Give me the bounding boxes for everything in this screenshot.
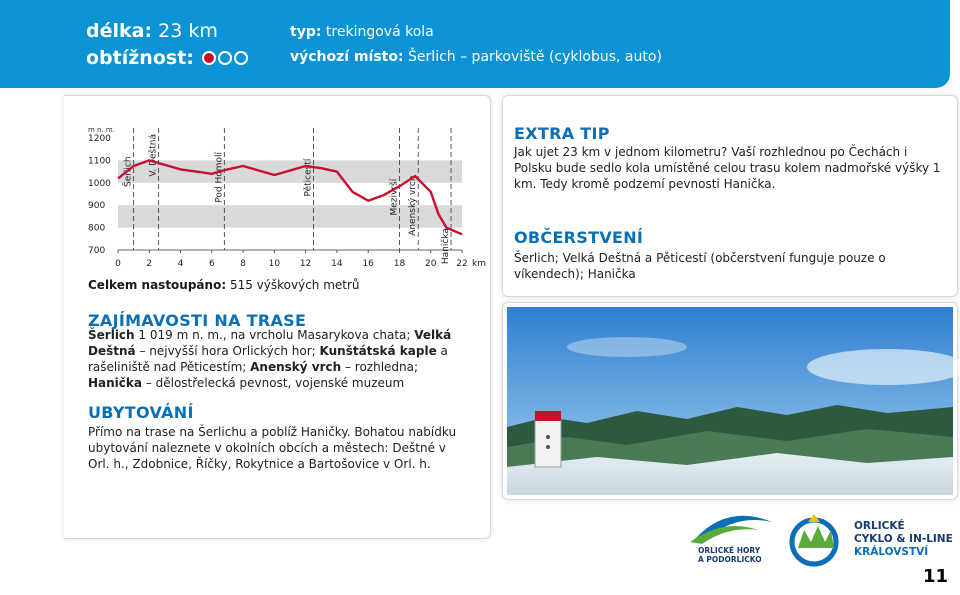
x-tick-label: 8	[240, 259, 246, 269]
landscape-photo	[507, 307, 953, 495]
x-tick-label: 14	[331, 259, 343, 269]
x-tick-label: 18	[393, 259, 406, 269]
sight-serlich-desc: 1 019 m n. m., na vrcholu Masarykova chata;	[134, 328, 415, 342]
place-label: Pod Homolí	[214, 151, 225, 203]
sight-velka-destna: Velká Deštná	[88, 328, 452, 358]
y-tick-label: 700	[88, 246, 106, 256]
x-tick-label: 20	[425, 259, 437, 269]
length-label: délka:	[86, 20, 153, 42]
start-value: Šerlich – parkoviště (cyklobus, auto)	[408, 49, 662, 65]
kralovstvi-logo-line3: KRÁLOVSTVÍ	[854, 546, 929, 558]
start-label: výchozí místo:	[290, 49, 404, 65]
orlicke-hory-logo-line1: ORLICKÉ HORY	[698, 546, 761, 555]
total-climb	[88, 278, 360, 292]
elevation-profile-chart	[82, 110, 486, 275]
route-header	[0, 0, 950, 88]
page-number: 11	[922, 566, 948, 587]
sights-text	[88, 327, 470, 391]
difficulty-label: obtížnost:	[86, 47, 194, 69]
sight-hanicka-desc: – dělostřelecká pevnost, vojenské muzeum	[142, 376, 405, 390]
difficulty-dots	[200, 47, 248, 69]
y-tick-label: 1000	[88, 178, 111, 189]
extra-tip-text: Jak ujet 23 km v jednom kilometru? Vaší rozhlednou po Čechách i Polsku bude sedlo kola umístěné celou trasu kolem nadmořské výšky 1 km. Tedy kromě podzemí pevnosti Hanička.	[514, 145, 941, 191]
sight-anensky-vrch-desc: – rozhledna;	[341, 360, 419, 374]
y-tick-label: 800	[88, 223, 106, 234]
sight-hanicka: Hanička	[88, 376, 142, 390]
kralovstvi-logo-line2: CYKLO & IN-LINE	[854, 533, 953, 545]
x-tick-label: 10	[268, 259, 281, 269]
y-tick-label: 1100	[88, 156, 111, 167]
x-tick-label: 16	[362, 259, 374, 269]
place-label: Hanička	[441, 228, 452, 265]
refreshments-title: OBČERSTVENÍ	[514, 228, 644, 247]
length-value: 23 km	[158, 20, 218, 42]
orlicke-hory-logo-text	[698, 546, 762, 564]
accommodation-text: Přímo na trase na Šerlichu a poblíž Haničky. Bohatou nabídku ubytování naleznete v okolních obcích a městech: Deštné v Orl. h., Zdobnice, Říčky, Rokytnice a Bartošovice v Orl. h.	[88, 425, 457, 471]
kralovstvi-logo-text	[854, 520, 953, 559]
extra-tip-title: EXTRA TIP	[514, 124, 610, 143]
difficulty-line	[86, 47, 248, 69]
photo-card	[502, 302, 958, 500]
place-label: V. Deštná	[148, 134, 159, 177]
x-axis-unit: km	[472, 259, 486, 269]
type-label: typ:	[290, 24, 322, 40]
sight-anensky-vrch: Anenský vrch	[250, 360, 342, 374]
total-climb-value: 515 výškových metrů	[229, 278, 360, 292]
refreshments-text: Šerlich; Velká Deštná a Pěticestí (občerstvení funguje pouze o víkendech); Hanička	[514, 251, 886, 281]
x-tick-label: 4	[177, 259, 184, 269]
x-tick-label: 6	[208, 259, 215, 269]
x-tick-label: 0	[115, 259, 121, 269]
y-tick-label: 900	[88, 201, 106, 212]
place-label: Šerlich	[123, 156, 134, 188]
place-label: Pěticestí	[303, 158, 314, 197]
orlicke-hory-logo	[688, 508, 778, 550]
difficulty-dot	[202, 51, 216, 65]
difficulty-dot	[234, 51, 248, 65]
start-line	[290, 49, 662, 65]
length-line	[86, 20, 218, 42]
sight-kunstatska-kaple-desc: a rašeliniště nad Pěticestím;	[88, 344, 448, 374]
sights-title: ZAJÍMAVOSTI NA TRASE	[88, 311, 307, 330]
y-axis-unit: m n. m.	[88, 126, 115, 134]
accommodation-title: UBYTOVÁNÍ	[88, 403, 194, 422]
orlicke-hory-logo-line2: A PODORLICKO	[698, 555, 762, 564]
x-tick-label: 22	[456, 259, 468, 269]
sight-kunstatska-kaple: Kunštátská kaple	[319, 344, 437, 358]
y-tick-label: 1200	[88, 134, 111, 144]
total-climb-label: Celkem nastoupáno:	[88, 278, 227, 292]
x-tick-label: 12	[299, 259, 312, 269]
place-label: Mezivrší	[389, 178, 400, 216]
difficulty-dot	[218, 51, 232, 65]
place-label: Anenský vrch	[408, 175, 419, 236]
kralovstvi-logo	[784, 512, 846, 566]
sight-serlich: Šerlich	[88, 328, 135, 342]
x-tick-label: 2	[146, 259, 153, 269]
type-line	[290, 24, 434, 40]
type-value: trekingová kola	[325, 24, 434, 40]
kralovstvi-logo-line1: ORLICKÉ	[854, 520, 905, 532]
sight-velka-destna-desc: – nejvyšší hora Orlických hor;	[135, 344, 320, 358]
